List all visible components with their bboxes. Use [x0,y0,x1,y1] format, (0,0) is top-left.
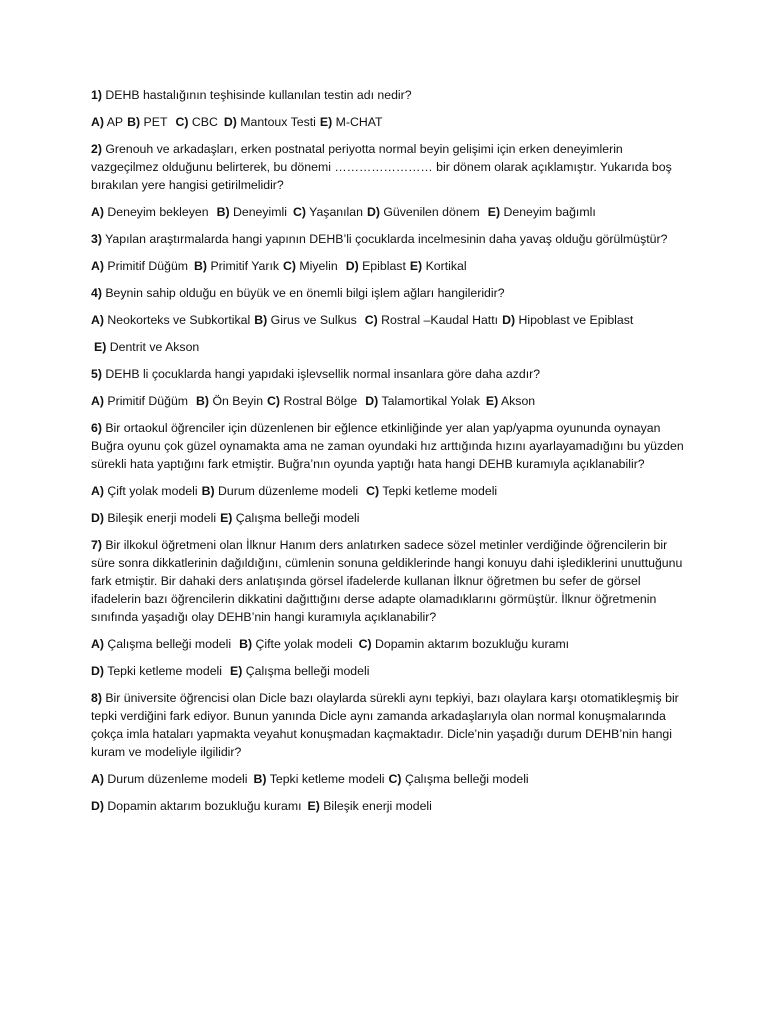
option-letter: D) [91,799,104,813]
option-text: Durum düzenleme modeli [218,484,359,498]
option-text: AP [106,115,124,129]
question-number: 7) [91,538,102,552]
answer-option[interactable] [293,205,363,219]
question-stem [91,419,691,473]
option-text: Rostral –Kaudal Hattı [381,313,499,327]
question-text: Bir ortaokul öğrenciler için düzenlenen bir eğlence etkinliğinde yer alan yap/yapma oyununda oynayan Buğra oyunu çok güzel oynamakta ama ne zaman oyundaki hız arttığında hızını ayarlayamadığını bu yüzden sürekli hata yaptığını fark etmiştir. Buğra’nın oyunda yaptığı hata hangi DEHB kuramıyla açıklanabilir? [91,421,684,471]
answer-option[interactable] [230,664,369,678]
answer-option[interactable] [127,115,167,129]
option-row [91,338,691,356]
question-stem [91,365,691,383]
option-row [91,482,691,500]
answer-option[interactable] [488,205,596,219]
option-letter: C) [267,394,281,408]
option-letter: A) [91,772,104,786]
answer-option[interactable] [410,259,467,273]
question-number: 1) [91,88,102,102]
answer-option[interactable] [502,313,633,327]
question-stem [91,689,691,761]
answer-option[interactable] [254,772,385,786]
option-text: M-CHAT [335,115,383,129]
answer-option[interactable] [91,484,198,498]
question-block [91,86,691,131]
question-stem [91,86,691,104]
option-letter: B) [201,484,215,498]
option-letter: A) [91,259,104,273]
question-stem [91,284,691,302]
option-letter: E) [230,664,243,678]
option-letter: B) [239,637,253,651]
option-text: Yaşanılan [309,205,363,219]
option-text: Miyelin [299,259,338,273]
option-text: Tepki ketleme modeli [382,484,498,498]
answer-option[interactable] [91,511,216,525]
answer-option[interactable] [283,259,338,273]
answer-option[interactable] [254,313,357,327]
option-text: Tepki ketleme modeli [269,772,385,786]
option-letter: C) [366,484,380,498]
question-text: Beynin sahip olduğu en büyük ve en önemli bilgi işlem ağları hangileridir? [105,286,505,300]
question-list [91,86,691,824]
question-text: DEHB hastalığının teşhisinde kullanılan testin adı nedir? [105,88,412,102]
option-letter: B) [253,772,267,786]
option-row [91,203,691,221]
option-text: Primitif Düğüm [107,394,189,408]
option-text: Durum düzenleme modeli [107,772,248,786]
option-letter: D) [502,313,516,327]
question-stem [91,536,691,626]
option-letter: D) [91,511,104,525]
answer-option[interactable] [91,772,248,786]
question-text: Yapılan araştırmalarda hangi yapının DEHB’li çocuklarda incelmesinin daha yavaş olduğu görülmüştür? [105,232,668,246]
answer-option[interactable] [366,484,497,498]
option-row [91,635,691,653]
answer-option[interactable] [346,259,406,273]
option-text: Bileşik enerji modeli [323,799,432,813]
option-text: Neokorteks ve Subkortikal [107,313,251,327]
question-number: 8) [91,691,102,705]
question-text: Grenouh ve arkadaşları, erken postnatal periyotta normal beyin gelişimi için erken deneyimlerin vazgeçilmez olduğunu belirterek, bu dönemi …………………… bir dönem olarak açıklamıştır. Yukarıda boş bırakılan yere hangisi getirilmelidir? [91,142,672,192]
answer-option[interactable] [320,115,383,129]
option-letter: C) [175,115,189,129]
answer-option[interactable] [91,637,231,651]
option-row [91,113,691,131]
option-text: Akson [500,394,536,408]
question-number: 6) [91,421,102,435]
option-letter: C) [292,205,306,219]
answer-option[interactable] [91,205,209,219]
question-block [91,365,691,410]
question-block [91,536,691,680]
option-text: Rostral Bölge [283,394,358,408]
option-text: Primitif Düğüm [107,259,189,273]
option-text: CBC [191,115,218,129]
option-text: Deneyim bekleyen [107,205,209,219]
option-text: Girus ve Sulkus [270,313,357,327]
option-row [91,509,691,527]
option-text: Çalışma belleği modeli [404,772,529,786]
answer-option[interactable] [367,205,480,219]
question-block [91,419,691,527]
option-text: Deneyim bağımlı [503,205,596,219]
option-letter: C) [283,259,296,273]
option-row [91,770,691,788]
option-row [91,392,691,410]
option-text: Bileşik enerji modeli [107,511,217,525]
option-letter: C) [388,772,402,786]
question-block [91,284,691,356]
answer-option[interactable] [91,799,302,813]
option-row [91,662,691,680]
answer-option[interactable] [239,637,352,651]
answer-option[interactable] [91,664,222,678]
question-number: 5) [91,367,102,381]
question-number: 4) [91,286,102,300]
answer-option[interactable] [94,340,199,354]
option-letter: E) [307,799,320,813]
answer-option[interactable] [91,259,188,273]
option-letter: E) [319,115,333,129]
answer-option[interactable] [91,394,188,408]
option-letter: A) [91,637,104,651]
answer-option[interactable] [389,772,529,786]
option-letter: E) [485,394,499,408]
question-stem [91,230,691,248]
option-text: Çifte yolak modeli [255,637,353,651]
answer-option[interactable] [91,313,250,327]
question-block [91,140,691,221]
answer-option[interactable] [359,637,570,651]
question-stem [91,140,691,194]
option-text: Deneyimli [232,205,287,219]
option-row [91,257,691,275]
option-letter: A) [91,313,104,327]
answer-option[interactable] [217,205,287,219]
option-letter: D) [91,664,104,678]
option-text: Tepki ketleme modeli [107,664,223,678]
option-text: Çift yolak modeli [107,484,198,498]
option-letter: D) [345,259,359,273]
question-text: DEHB li çocuklarda hangi yapıdaki işlevsellik normal insanlara göre daha azdır? [105,367,541,381]
question-text: Bir ilkokul öğretmeni olan İlknur Hanım ders anlatırken sadece sözel metinler verdiğinde öğrencilerin bir süre sonra dikkatlerinin dağıldığını, cümlenin sonuna geldiklerinde hangi konuyu dahi işlediklerini unuttuğunu fark etmiştir. Bir dahaki ders anlatışında görsel ifadelerde kullanan İlknur öğretmen bu sefer de görsel ifadelerin bazı öğrencilerin dikkatini dağıttığını derse adapte olamadıklarını görmüştür. İlknur öğretmenin sınıfında yaşadığı olay DEHB’nin hangi kuramıyla açıklanabilir? [91,538,683,624]
option-letter: B) [196,394,210,408]
option-text: Primitif Yarık [210,259,280,273]
option-text: Dopamin aktarım bozukluğu kuramı [107,799,302,813]
answer-option[interactable] [365,313,498,327]
option-letter: A) [91,394,104,408]
option-letter: C) [358,637,372,651]
option-text: Çalışma belleği modeli [107,637,232,651]
option-text: Dopamin aktarım bozukluğu kuramı [375,637,570,651]
option-letter: E) [94,340,107,354]
option-text: Dentrit ve Akson [109,340,200,354]
option-text: Çalışma belleği modeli [235,511,360,525]
answer-option[interactable] [267,394,357,408]
answer-option[interactable] [194,259,279,273]
option-letter: E) [487,205,501,219]
option-text: Hipoblast ve Epiblast [518,313,634,327]
option-letter: A) [91,484,104,498]
option-row [91,797,691,815]
option-letter: B) [216,205,230,219]
option-letter: D) [365,394,379,408]
answer-option[interactable] [224,115,316,129]
option-letter: E) [409,259,423,273]
option-letter: A) [91,205,104,219]
answer-option[interactable] [196,394,263,408]
answer-option[interactable] [91,115,123,129]
option-letter: B) [254,313,268,327]
answer-option[interactable] [175,115,217,129]
option-text: Kortikal [425,259,467,273]
option-text: Talamortikal Yolak [381,394,480,408]
option-letter: B) [194,259,208,273]
option-text: Epiblast [362,259,406,273]
option-letter: A) [91,115,104,129]
option-text: Mantoux Testi [240,115,316,129]
option-text: Güvenilen dönem [383,205,480,219]
question-text: Bir üniversite öğrencisi olan Dicle bazı olaylarda sürekli aynı tepkiyi, bazı olaylara karşı otomatikleşmiş bir tepki verdiğini fark ediyor. Bunun yanında Dicle aynı zamanda arkadaşlarıyla olan normal konuşmalarında çokça imla hataları yapmakta veyahut konuşmadan kaçmaktadır. Dicle’nin yaşadığı durum DEHB’nin hangi kuram ve modeliyle ilgilidir? [91,691,679,759]
option-text: Çalışma belleği modeli [245,664,370,678]
answer-option[interactable] [308,799,432,813]
question-number: 3) [91,232,102,246]
question-block [91,689,691,815]
answer-option[interactable] [202,484,359,498]
question-block [91,230,691,275]
option-letter: C) [364,313,378,327]
option-text: Ön Beyin [212,394,264,408]
option-letter: D) [366,205,380,219]
answer-option[interactable] [220,511,359,525]
option-letter: B) [127,115,141,129]
option-row [91,311,691,329]
option-letter: E) [220,511,233,525]
question-number: 2) [91,142,102,156]
answer-option[interactable] [486,394,535,408]
option-text: PET [143,115,168,129]
answer-option[interactable] [365,394,480,408]
option-letter: D) [223,115,237,129]
